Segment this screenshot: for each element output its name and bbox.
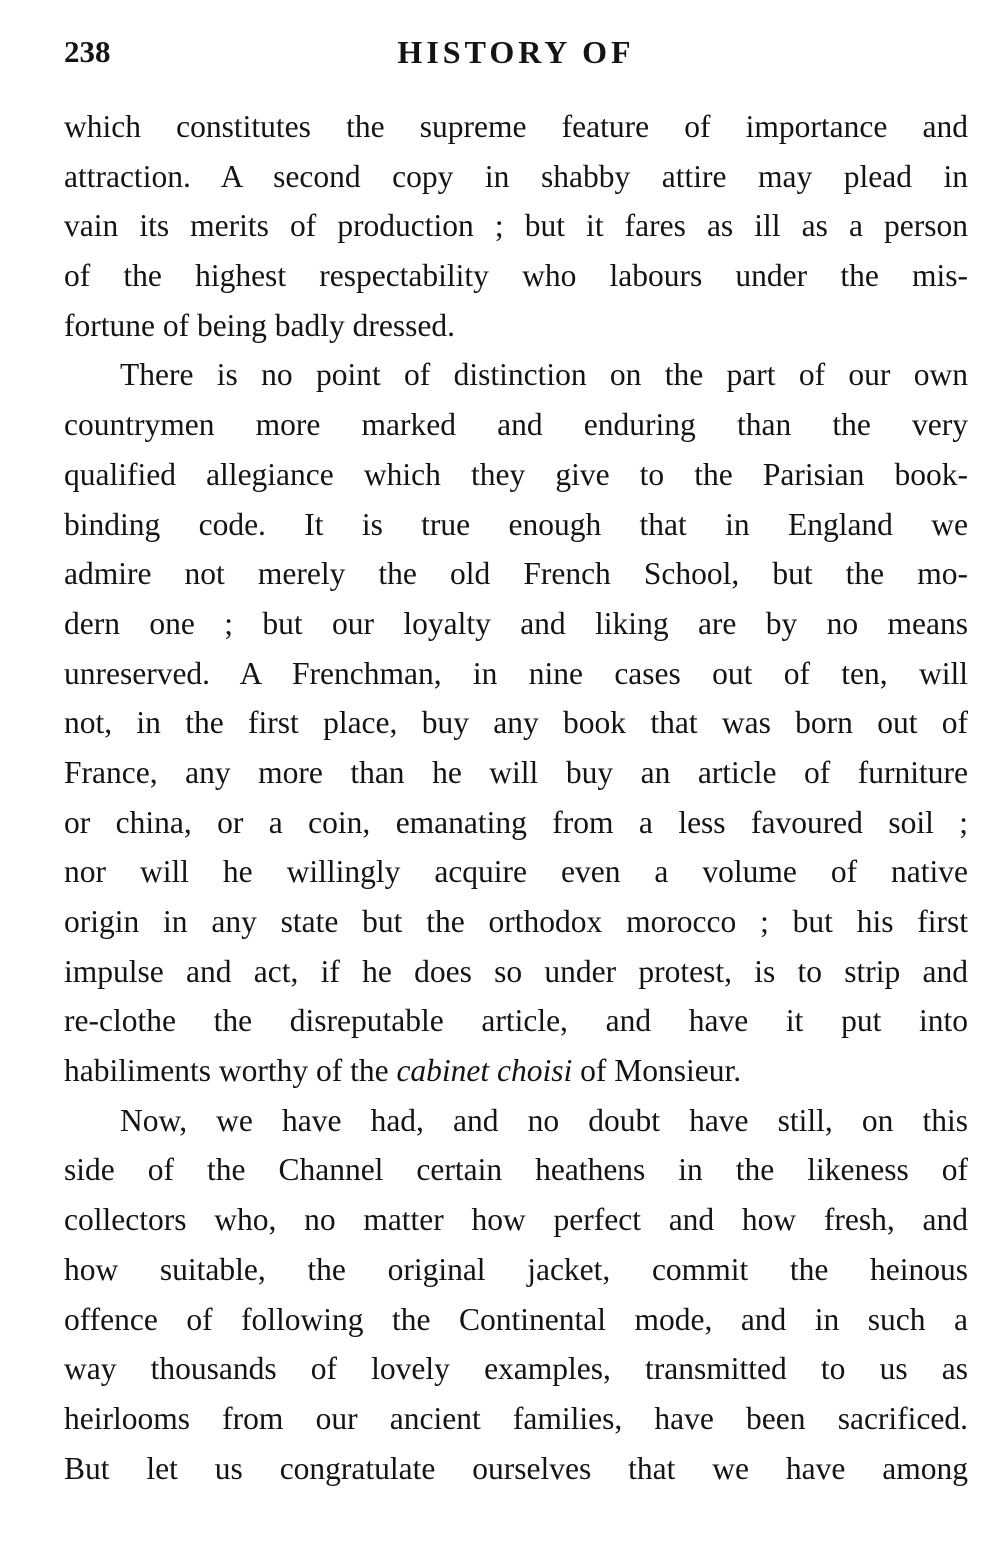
text-line: There is no point of distinction on the part of our own: [120, 357, 968, 393]
text-run: of Monsieur.: [572, 1053, 742, 1089]
text-line: nor will he willingly acquire even a volume of native: [64, 854, 968, 890]
text-line: vain its merits of production ; but it fares as ill as a person: [64, 208, 968, 244]
text-line: qualified allegiance which they give to the Parisian book-: [64, 456, 968, 492]
text-line: fortune of being badly dressed.: [64, 307, 456, 343]
text-run: habiliments worthy of the: [64, 1053, 397, 1089]
text-line: Now, we have had, and no doubt have still, on this: [120, 1102, 968, 1138]
text-line: collectors who, no matter how perfect and how fresh, and: [64, 1202, 968, 1238]
body-text: [64, 102, 968, 1493]
page-number: 238: [64, 34, 111, 69]
text-line: admire not merely the old French School, but the mo-: [64, 556, 968, 592]
paragraph-2: [64, 350, 968, 1095]
text-line: origin in any state but the orthodox morocco ; but his first: [64, 904, 968, 939]
text-line: side of the Channel certain heathens in the likeness of: [64, 1152, 968, 1188]
text-line: not, in the first place, buy any book that was born out of: [64, 705, 968, 741]
text-line: binding code. It is true enough that in England we: [64, 506, 968, 542]
text-line: impulse and act, if he does so under protest, is to strip and: [64, 953, 968, 989]
text-line: which constitutes the supreme feature of importance and: [64, 109, 968, 144]
running-title: HISTORY OF: [397, 34, 635, 70]
text-line: offence of following the Continental mode, and in such a: [64, 1301, 968, 1337]
text-line: of the highest respectability who labours under the mis-: [64, 258, 968, 294]
text-line: France, any more than he will buy an article of furniture: [64, 754, 968, 790]
text-line: or china, or a coin, emanating from a less favoured soil ;: [64, 804, 968, 840]
text-line: how suitable, the original jacket, commit the heinous: [64, 1251, 968, 1287]
book-page: [64, 30, 968, 1486]
italic-phrase: cabinet choisi: [396, 1053, 573, 1089]
paragraph-1: [64, 102, 968, 350]
text-line: attraction. A second copy in shabby attire may plead in: [64, 158, 968, 194]
text-line: dern one ; but our loyalty and liking are by no means: [64, 605, 968, 641]
text-line: countrymen more marked and enduring than the very: [64, 407, 968, 443]
text-line: re-clothe the disreputable article, and have it put into: [64, 1003, 968, 1039]
text-line: unreserved. A Frenchman, in nine cases out of ten, will: [64, 655, 968, 691]
text-line: heirlooms from our ancient families, have been sacrificed.: [64, 1400, 968, 1436]
text-line: But let us congratulate ourselves that we have among: [64, 1450, 968, 1486]
text-line-final: [64, 1046, 968, 1096]
running-head: [64, 30, 968, 80]
paragraph-3: [64, 1096, 968, 1494]
text-line: way thousands of lovely examples, transmitted to us as: [64, 1351, 968, 1387]
